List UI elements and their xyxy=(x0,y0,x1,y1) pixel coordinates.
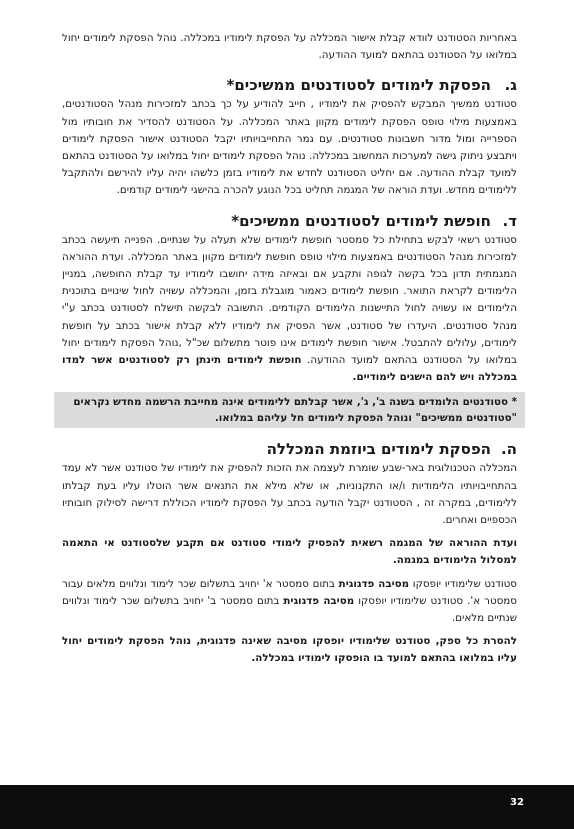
section-title: הפסקת לימודים לסטודנטים ממשיכים* xyxy=(226,76,491,95)
section-body-text: סטודנט רשאי לבקש בתחילת כל סמסטר חופשת לימודים שלא תעלה על שנתיים. הפנייה תיעשה בכתב למזכירות מנהל הסטודנטים באמצעות מילוי טופס חופשת לימודים מקוון באתר המכללה. ועדת ההוראה המגמתית תדון בכל בקשה לגופה ותקבע אם ובאיזה מידה יחושבו לימודיו עד קבלת החופשה, במניין הלימודים לקראת התואר. חופשת לימודים כאמור מוגבלת בזמן, והמכללה עשויה לחול שינויים בתוכנית הלימודים או עשויה לחול התיישנות הלימודים הקודמים. התשובה לבקשה תישלח לסטודנט בכתב ע"י מנהל סטודנטים. היעדרו של סטודנט, אשר הפסיק את לימודיו ללא קבלת אישור בכתב על חופשת לימודים, עלולים להתבטל. אישור חופשת לימודים אינו פוטר מתשלום שכ"ל ,נוהל הפסקת לימודים יחול במלואו על הסטודנט בהתאם למועד ההודעה. xyxy=(62,233,517,367)
section-letter: ד. xyxy=(502,211,517,230)
section-body-bold: חופשת לימודים תינתן רק לסטודנטים אשר למדו במכללה ויש להם הישגים לימודיים. xyxy=(62,354,517,384)
text: סטודנט שלימודיו יופסקו xyxy=(412,577,517,590)
section-body: סטודנט ממשיך המבקש להפסיק את לימודיו , חייב להודיע על כך בכתב למזכירות מנהל הסטודנטים, באמצעות מילוי טופס הפסקת לימודים מקוון באתר המכללה. על הסטודנט להסדיר את חובותיו מול הספרייה ומול מדור חשבונות סטודנטים. עם גמר התחייבויותיו יקבל הסטודנט אישור הפסקת לימודים ויתבצע ניתוק גישה למערכות המחשוב במכללה. נוהל הפסקת לימודים יחול במלואו על הסטודנט בהתאם למועד קבלת ההודעה. אם יחליט הסטודנט לחדש את לימודיו בזמן כלשהו יהיה עליו להירשם ולהתקבל ללימודים מחדש. ועדת הוראה של המגמה תחליט בכל הנוגע להכרה בהישגי לימודים קודמים. xyxy=(62,98,517,197)
document-page xyxy=(62,30,517,668)
section-body: המכללה הטכנולוגית באר-שבע שומרת לעצמה את הזכות להפסיק את לימודיו של סטודנט אשר לא עמד בהתחייבויותיו הלימודיות ו/או התקנוניות, או שלא מילא את התנאים אשר הוטלו עליו בעת קבלתו ללימודים, במקרה זה , הסטודנט יקבל הודעה בכתב על הפסקת לימודיו הכוללת דרישה לסילוק חובותיו הכספיים ואחרים. xyxy=(62,462,517,527)
section-letter: ג. xyxy=(504,76,517,95)
footer-bar xyxy=(0,785,574,829)
intro-paragraph: באחריות הסטודנט לוודא קבלת אישור המכללה על הפסקת לימודיו במכללה. נוהל הפסקת לימודים יחול במלואו על הסטודנט בהתאם למועד ההודעה. xyxy=(62,32,517,62)
section-heading-e xyxy=(62,440,517,458)
keyword: מסיבה פדגוגית xyxy=(283,594,355,607)
pedagogic-payment-paragraph xyxy=(62,576,517,628)
section-body xyxy=(62,232,517,387)
section-letter: ה. xyxy=(500,440,517,459)
section-title: חופשת לימודים לסטודנטים ממשיכים* xyxy=(231,211,491,230)
closing-rule: להסרת כל ספק, סטודנט שלימודיו יופסקו מסיבה שאינה פדגוגית, נוהל הפסקת לימודים יחול עליו במלואו בהתאם למועד בו הופסקו לימודיו במכללה. xyxy=(62,635,517,665)
text: בתום סמסטר ב' יחויב בתשלום שכר לימוד ונלווים שנתיים מלאים. xyxy=(62,594,517,625)
footnote-box: * סטודנטים הלומדים בשנה ב', ג', אשר קבלתם ללימודים אינה מחייבת הרשמה מחדש נקראים "סטודנטים ממשיכים" ונוהל הפסקת לימודים חל עליהם במלואו. xyxy=(54,392,525,428)
section-title: הפסקת לימודים ביוזמת המכללה xyxy=(266,440,491,459)
section-heading-d xyxy=(62,212,517,230)
section-heading-c xyxy=(62,76,517,94)
pedagogic-rule: ועדת ההוראה של המגמה רשאית להפסיק לימודי סטודנט אם תקבע שלסטודנט אי התאמה למסלול הלימודים במגמה. xyxy=(62,537,517,567)
page-number: 32 xyxy=(510,797,524,808)
text: בתום סמסטר א' יחויב בתשלום שכר לימוד ונלווים מלאים עבור סמסטר א'. סטודנט שלימודיו יופסקו xyxy=(62,577,517,607)
keyword: מסיבה פדגוגית xyxy=(338,577,410,590)
